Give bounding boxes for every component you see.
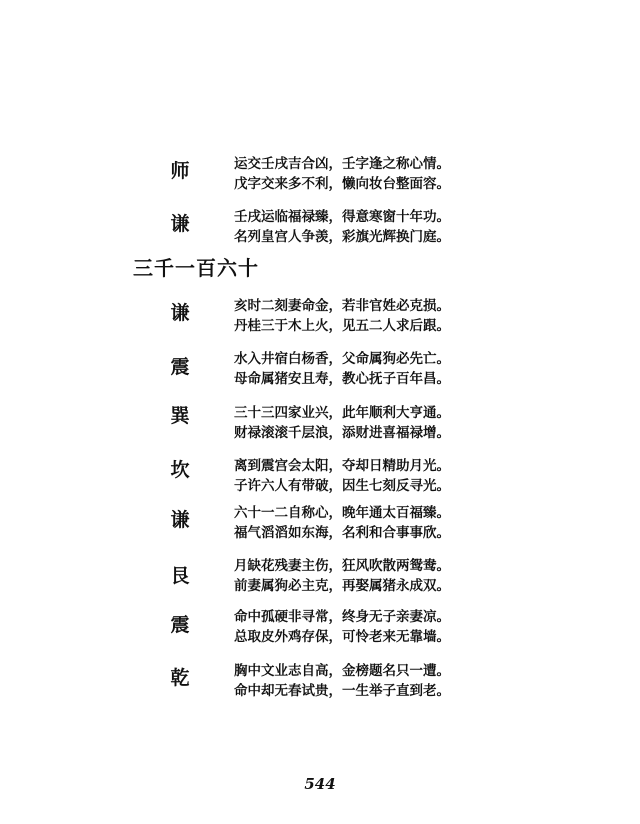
hexagram-label: 艮 [170, 565, 190, 587]
verse-line: 总取皮外鸡存保，可怜老来无靠墙。 [234, 629, 450, 645]
verse-line: 月缺花残妻主伤，狂风吹散两鸳鸯。 [234, 558, 450, 574]
verse-line: 母命属猪安且寿，教心抚子百年昌。 [234, 371, 450, 387]
hexagram-label: 谦 [170, 509, 190, 531]
verse-line: 亥时二刻妻命金，若非官姓必克损。 [234, 298, 450, 314]
hexagram-label: 坎 [170, 459, 190, 481]
verse-line: 壬戌运临福禄臻，得意寒窗十年功。 [234, 209, 450, 225]
verse-line: 丹桂三于木上火，见五二人求后跟。 [234, 318, 450, 334]
verse-line: 水入井宿白杨香，父命属狗必先亡。 [234, 351, 450, 367]
verse-line: 财禄滚滚千层浪，添财进喜福禄增。 [234, 425, 450, 441]
verse-line: 运交壬戌吉合凶，壬字逢之称心情。 [234, 156, 450, 172]
verse-line: 前妻属狗必主克，再娶属猪永成双。 [234, 578, 450, 594]
verse-line: 命中却无春试贵，一生举子直到老。 [234, 683, 450, 699]
verse-line: 子许六人有带破，因生七刻反寻光。 [234, 478, 450, 494]
hexagram-label: 师 [170, 160, 190, 182]
hexagram-label: 谦 [170, 213, 190, 235]
verse-line: 三十三四家业兴，此年顺利大亨通。 [234, 405, 450, 421]
hexagram-label: 震 [170, 356, 190, 378]
verse-line: 福气滔滔如东海，名利和合事事欣。 [234, 525, 450, 541]
verse-line: 戊字交来多不利，懒向妆台整面容。 [234, 176, 450, 192]
hexagram-label: 震 [170, 614, 190, 636]
verse-line: 命中孤硬非寻常，终身无子亲妻凉。 [234, 609, 450, 625]
verse-line: 离到震宫会太阳，夺却日精助月光。 [234, 458, 450, 474]
verse-line: 六十一二自称心，晚年通太百福臻。 [234, 505, 450, 521]
section-heading: 三千一百六十 [133, 256, 259, 280]
verse-line: 胸中文业志自高，金榜题名只一遭。 [234, 663, 450, 679]
page-number: 544 [304, 775, 336, 793]
hexagram-label: 谦 [170, 302, 190, 324]
verse-line: 名列皇宫人争羡，彩旗光辉换门庭。 [234, 229, 450, 245]
hexagram-label: 巽 [170, 405, 190, 427]
hexagram-label: 乾 [170, 667, 190, 689]
